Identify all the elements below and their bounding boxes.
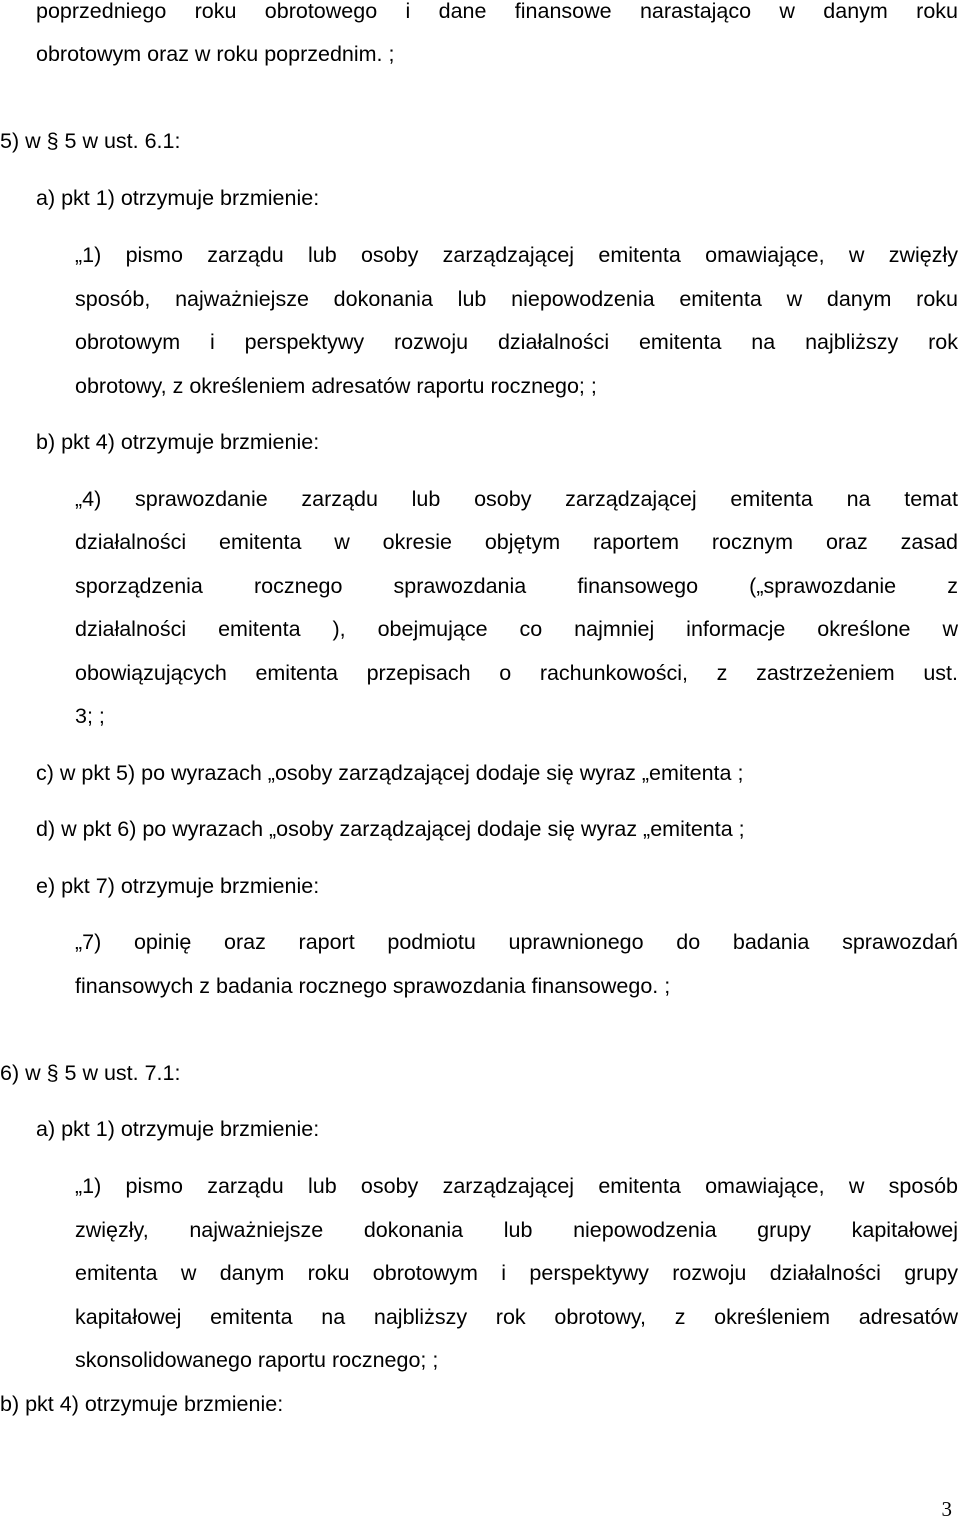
quote-b-line-5: obowiązujących emitenta przepisach o rachunkowości, z zastrzeżeniem ust. [75,661,958,685]
quote-b-line-6: 3; ; [75,704,105,728]
quote-6a-line-5: skonsolidowanego raportu rocznego; ; [75,1348,439,1372]
quote-b-line-4: działalności emitenta ), obejmujące co najmniej informacje określone w [75,617,958,641]
quote-b-line-3: sporządzenia rocznego sprawozdania finansowego („sprawozdanie z [75,574,958,598]
quote-6a-line-4: kapitałowej emitenta na najbliższy rok obrotowy, z określeniem adresatów [75,1305,958,1329]
subitem-b-heading: b) pkt 4) otrzymuje brzmienie: [36,430,320,454]
subitem-6b-heading: b) pkt 4) otrzymuje brzmienie: [0,1392,284,1416]
text-line-2: obrotowym oraz w roku poprzednim. ; [36,42,395,66]
quote-e-line-1: „7) opinię oraz raport podmiotu uprawnionego do badania sprawozdań [75,930,958,954]
subitem-a-heading: a) pkt 1) otrzymuje brzmienie: [36,186,320,210]
subitem-d: d) w pkt 6) po wyrazach „osoby zarządzającej dodaje się wyraz „emitenta ; [36,817,745,841]
page-number: 3 [941,1497,952,1521]
item-6-heading: 6) w § 5 w ust. 7.1: [0,1061,181,1085]
subitem-e-heading: e) pkt 7) otrzymuje brzmienie: [36,874,320,898]
text-line-1: poprzedniego roku obrotowego i dane finansowe narastająco w danym roku [36,0,958,23]
subitem-c: c) w pkt 5) po wyrazach „osoby zarządzającej dodaje się wyraz „emitenta ; [36,761,744,785]
quote-e-line-2: finansowych z badania rocznego sprawozdania finansowego. ; [75,974,671,998]
quote-line-1: „1) pismo zarządu lub osoby zarządzającej emitenta omawiające, w zwięzły [75,243,958,267]
quote-6a-line-2: zwięzły, najważniejsze dokonania lub niepowodzenia grupy kapitałowej [75,1218,958,1242]
quote-6a-line-3: emitenta w danym roku obrotowym i perspektywy rozwoju działalności grupy [75,1261,958,1285]
subitem-6a-heading: a) pkt 1) otrzymuje brzmienie: [36,1117,320,1141]
quote-line-2: sposób, najważniejsze dokonania lub niepowodzenia emitenta w danym roku [75,287,958,311]
quote-line-4: obrotowy, z określeniem adresatów raportu rocznego; ; [75,374,597,398]
quote-b-line-1: „4) sprawozdanie zarządu lub osoby zarządzającej emitenta na temat [75,487,958,511]
quote-b-line-2: działalności emitenta w okresie objętym raportem rocznym oraz zasad [75,530,958,554]
item-5-heading: 5) w § 5 w ust. 6.1: [0,129,181,153]
quote-line-3: obrotowym i perspektywy rozwoju działalności emitenta na najbliższy rok [75,330,958,354]
quote-6a-line-1: „1) pismo zarządu lub osoby zarządzającej emitenta omawiające, w sposób [75,1174,958,1198]
